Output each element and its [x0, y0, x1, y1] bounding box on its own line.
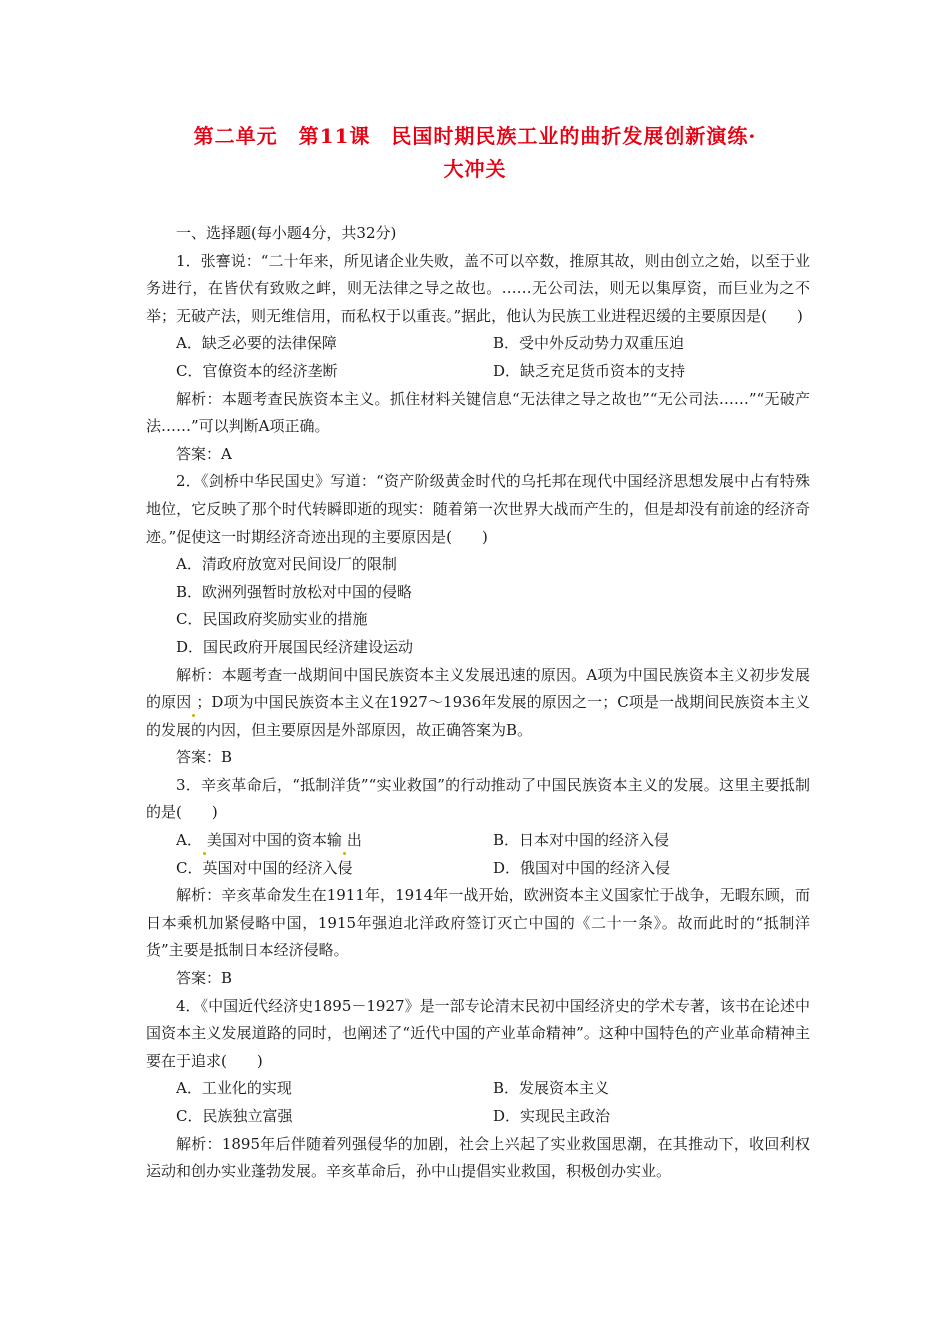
question-3-option-a [176, 827, 493, 855]
question-3-options-row-2 [146, 855, 810, 883]
question-4-option-a: A．工业化的实现 [176, 1079, 292, 1098]
question-2-analysis-part-2: ；D项为中国民族资本主义在1927～1936年发展的原因之一；C项是一战期间民族资本主义的发展的内因，但主要原因是外部原因，故正确答案为B。 [146, 693, 810, 739]
question-4-analysis: 解析：1895年后伴随着列强侵华的加剧，社会上兴起了实业救国思潮，在其推动下，收回利权运动和创办实业蓬勃发展。辛亥革命后，孙中山提倡实业救国，积极创办实业。 [146, 1134, 810, 1181]
question-2-option-d: D．国民政府开展国民经济建设运动 [176, 637, 414, 656]
question-3-option-a-end: 出 [346, 831, 362, 850]
question-3-option-c: C．英国对中国的经济入侵 [176, 858, 353, 877]
question-1-options-row-1 [146, 330, 810, 358]
question-3-stem: 3．辛亥革命后，“抵制洋货”“实业救国”的行动推动了中国民族资本主义的发展。这里主要抵制的是( ) [146, 775, 810, 822]
question-1-options-row-2 [146, 358, 810, 386]
document-title [140, 120, 810, 186]
question-3-option-d: D．俄国对中国的经济入侵 [493, 858, 671, 877]
question-2-analysis-part-1: 解析：本题考查一战期间中国民族资本主义发展迅速的原因。A项为中国民族资本主义初步发展的原因 [146, 665, 810, 712]
question-2-analysis [146, 662, 810, 745]
question-1-option-b: B．受中外反动势力双重压迫 [493, 334, 685, 353]
question-3-option-a-text: 美国对中国的资本输 [206, 831, 342, 850]
question-1-answer: 答案：A [176, 444, 232, 463]
question-2-stem: 2．《剑桥中华民国史》写道：“资产阶级黄金时代的乌托邦在现代中国经济思想发展中占有特殊地位，它反映了那个时代转瞬即逝的现实：随着第一次世界大战而产生的，但是却没有前途的经济奇迹。”促使这一时期经济奇迹出现的主要原因是( ) [146, 472, 810, 546]
question-3-options-row-1 [146, 827, 810, 855]
question-1-stem: 1．张謇说：“二十年来，所见诸企业失败，盖不可以卒数，推原其故，则由创立之始，以至于业务进行，在皆伏有致败之衅，则无法律之导之故也。……无公司法，则无以集厚资，而巨业为之不举；无破产法，则无维信用，而私权于以重丧。”据此，他认为民族工业进程迟缓的主要原因是( ) [146, 251, 810, 325]
question-2-option-c: C．民国政府奖励实业的措施 [176, 610, 368, 629]
question-2-option-b: B．欧洲列强暂时放松对中国的侵略 [176, 582, 413, 601]
question-3-answer: 答案：B [176, 969, 233, 988]
question-3-option-b: B．日本对中国的经济入侵 [493, 831, 670, 850]
document-body [146, 220, 810, 1186]
question-4-option-c: C．民族独立富强 [176, 1107, 293, 1125]
question-4-options-row-2 [146, 1103, 810, 1131]
question-1-option-d: D．缺乏充足货币资本的支持 [493, 361, 686, 380]
stray-mark [192, 714, 195, 717]
question-2-answer: 答案：B [176, 748, 233, 767]
question-4-option-b: B．发展资本主义 [493, 1079, 610, 1098]
section-heading: 一、选择题(每小题4分，共32分) [176, 224, 397, 242]
question-3-analysis: 解析：辛亥革命发生在1911年，1914年一战开始，欧洲资本主义国家忙于战争，无暇东顾，而日本乘机加紧侵略中国，1915年强迫北洋政府签订灭亡中国的《二十一条》。故而此时的“抵制洋货”主要是抵制日本经济侵略。 [146, 886, 810, 960]
question-1-option-c: C．官僚资本的经济垄断 [176, 361, 338, 380]
question-4-option-d: D．实现民主政治 [493, 1107, 611, 1125]
question-3-option-a-prefix: A． [176, 831, 202, 850]
question-4-stem: 4．《中国近代经济史1895－1927》是一部专论清末民初中国经济史的学术专著，该书在论述中国资本主义发展道路的同时，也阐述了“近代中国的产业革命精神”。这种中国特色的产业革命精神主要在于追求( ) [146, 996, 810, 1070]
question-2-option-a: A．清政府放宽对民间设厂的限制 [176, 555, 397, 574]
title-line-2: 大冲关 [443, 157, 507, 181]
question-1-option-a: A．缺乏必要的法律保障 [176, 334, 337, 353]
title-line-1: 第二单元 第11课 民国时期民族工业的曲折发展创新演练· [193, 124, 757, 148]
question-4-options-row-1 [146, 1075, 810, 1103]
question-1-analysis: 解析：本题考查民族资本主义。抓住材料关键信息“无法律之导之故也”“无公司法……”“无破产法……”可以判断A项正确。 [146, 389, 810, 436]
